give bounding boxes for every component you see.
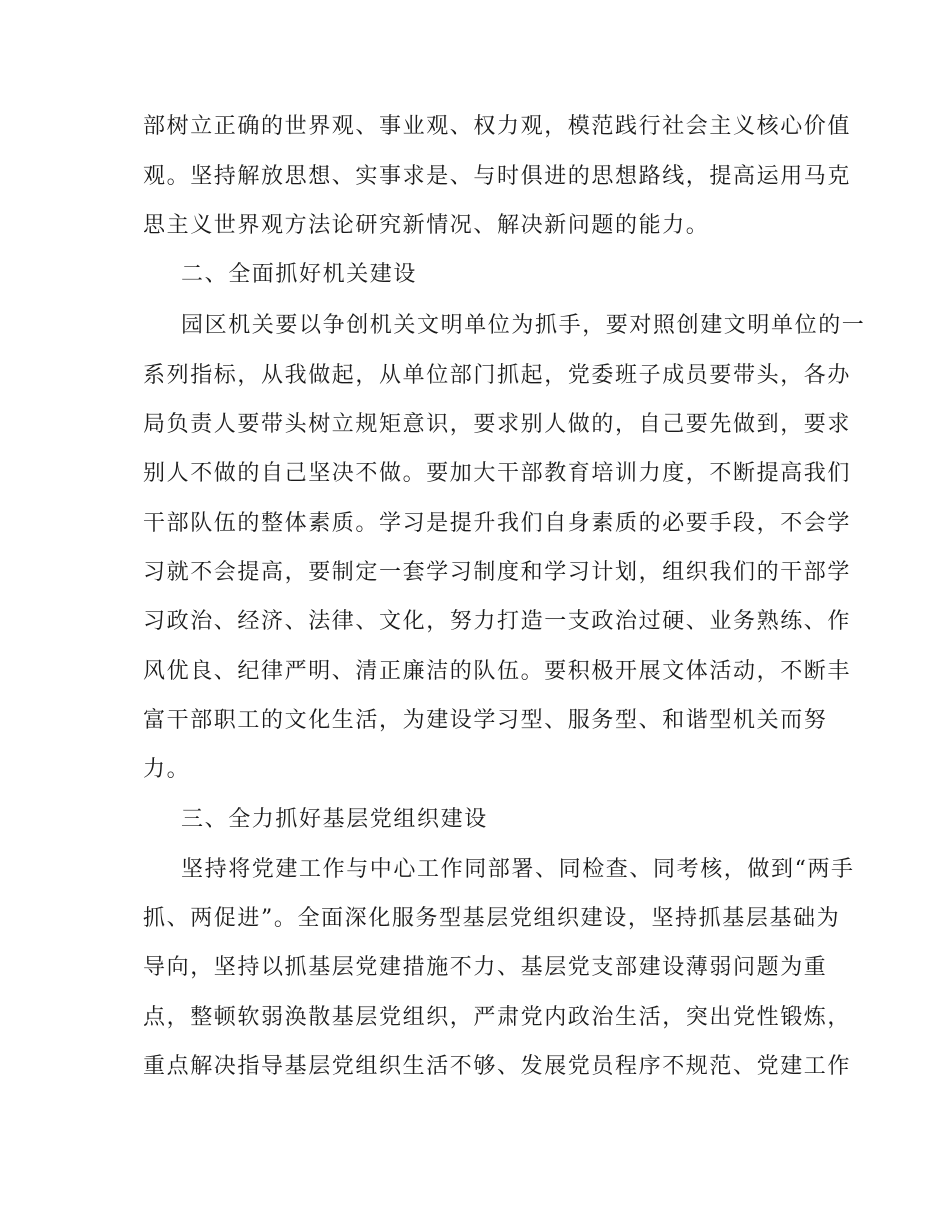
section-heading: 二、全面抓好机关建设 (181, 262, 418, 287)
text-line: 干部队伍的整体素质。学习是提升我们自身素质的必要手段，不会学 (143, 511, 852, 536)
text-line: 思主义世界观方法论研究新情况、解决新问题的能力。 (143, 213, 710, 238)
text-line: 抓、两促进”。全面深化服务型基层党组织建设，坚持抓基层基础为 (143, 906, 841, 931)
text-line: 重点解决指导基层党组织生活不够、发展党员程序不规范、党建工作 (143, 1054, 852, 1079)
text-line: 导向，坚持以抓基层党建措施不力、基层党支部建设薄弱问题为重 (143, 955, 828, 980)
section-heading: 三、全力抓好基层党组织建设 (181, 807, 488, 832)
text-line: 习就不会提高，要制定一套学习制度和学习计划，组织我们的干部学 (143, 560, 852, 585)
text-line: 习政治、经济、法律、文化，努力打造一支政治过硬、业务熟练、作 (143, 609, 852, 634)
text-line: 富干部职工的文化生活，为建设学习型、服务型、和谐型机关而努 (143, 708, 828, 733)
text-line: 风优良、纪律严明、清正廉洁的队伍。要积极开展文体活动，不断丰 (143, 659, 852, 684)
text-line: 坚持将党建工作与中心工作同部署、同检查、同考核，做到“两手 (181, 857, 855, 882)
text-line: 系列指标，从我做起，从单位部门抓起，党委班子成员要带头，各办 (143, 363, 852, 388)
text-line: 点，整顿软弱涣散基层党组织，严肃党内政治生活，突出党性锻炼， (143, 1005, 852, 1030)
text-line: 部树立正确的世界观、事业观、权力观，模范践行社会主义核心价值 (143, 114, 852, 139)
text-line: 局负责人要带头树立规矩意识，要求别人做的，自己要先做到，要求 (143, 412, 852, 437)
text-line: 观。坚持解放思想、实事求是、与时俱进的思想路线，提高运用马克 (143, 164, 852, 189)
text-line: 园区机关要以争创机关文明单位为抓手，要对照创建文明单位的一 (181, 313, 866, 338)
text-line: 力。 (143, 757, 191, 782)
text-line: 别人不做的自己坚决不做。要加大干部教育培训力度，不断提高我们 (143, 461, 852, 486)
